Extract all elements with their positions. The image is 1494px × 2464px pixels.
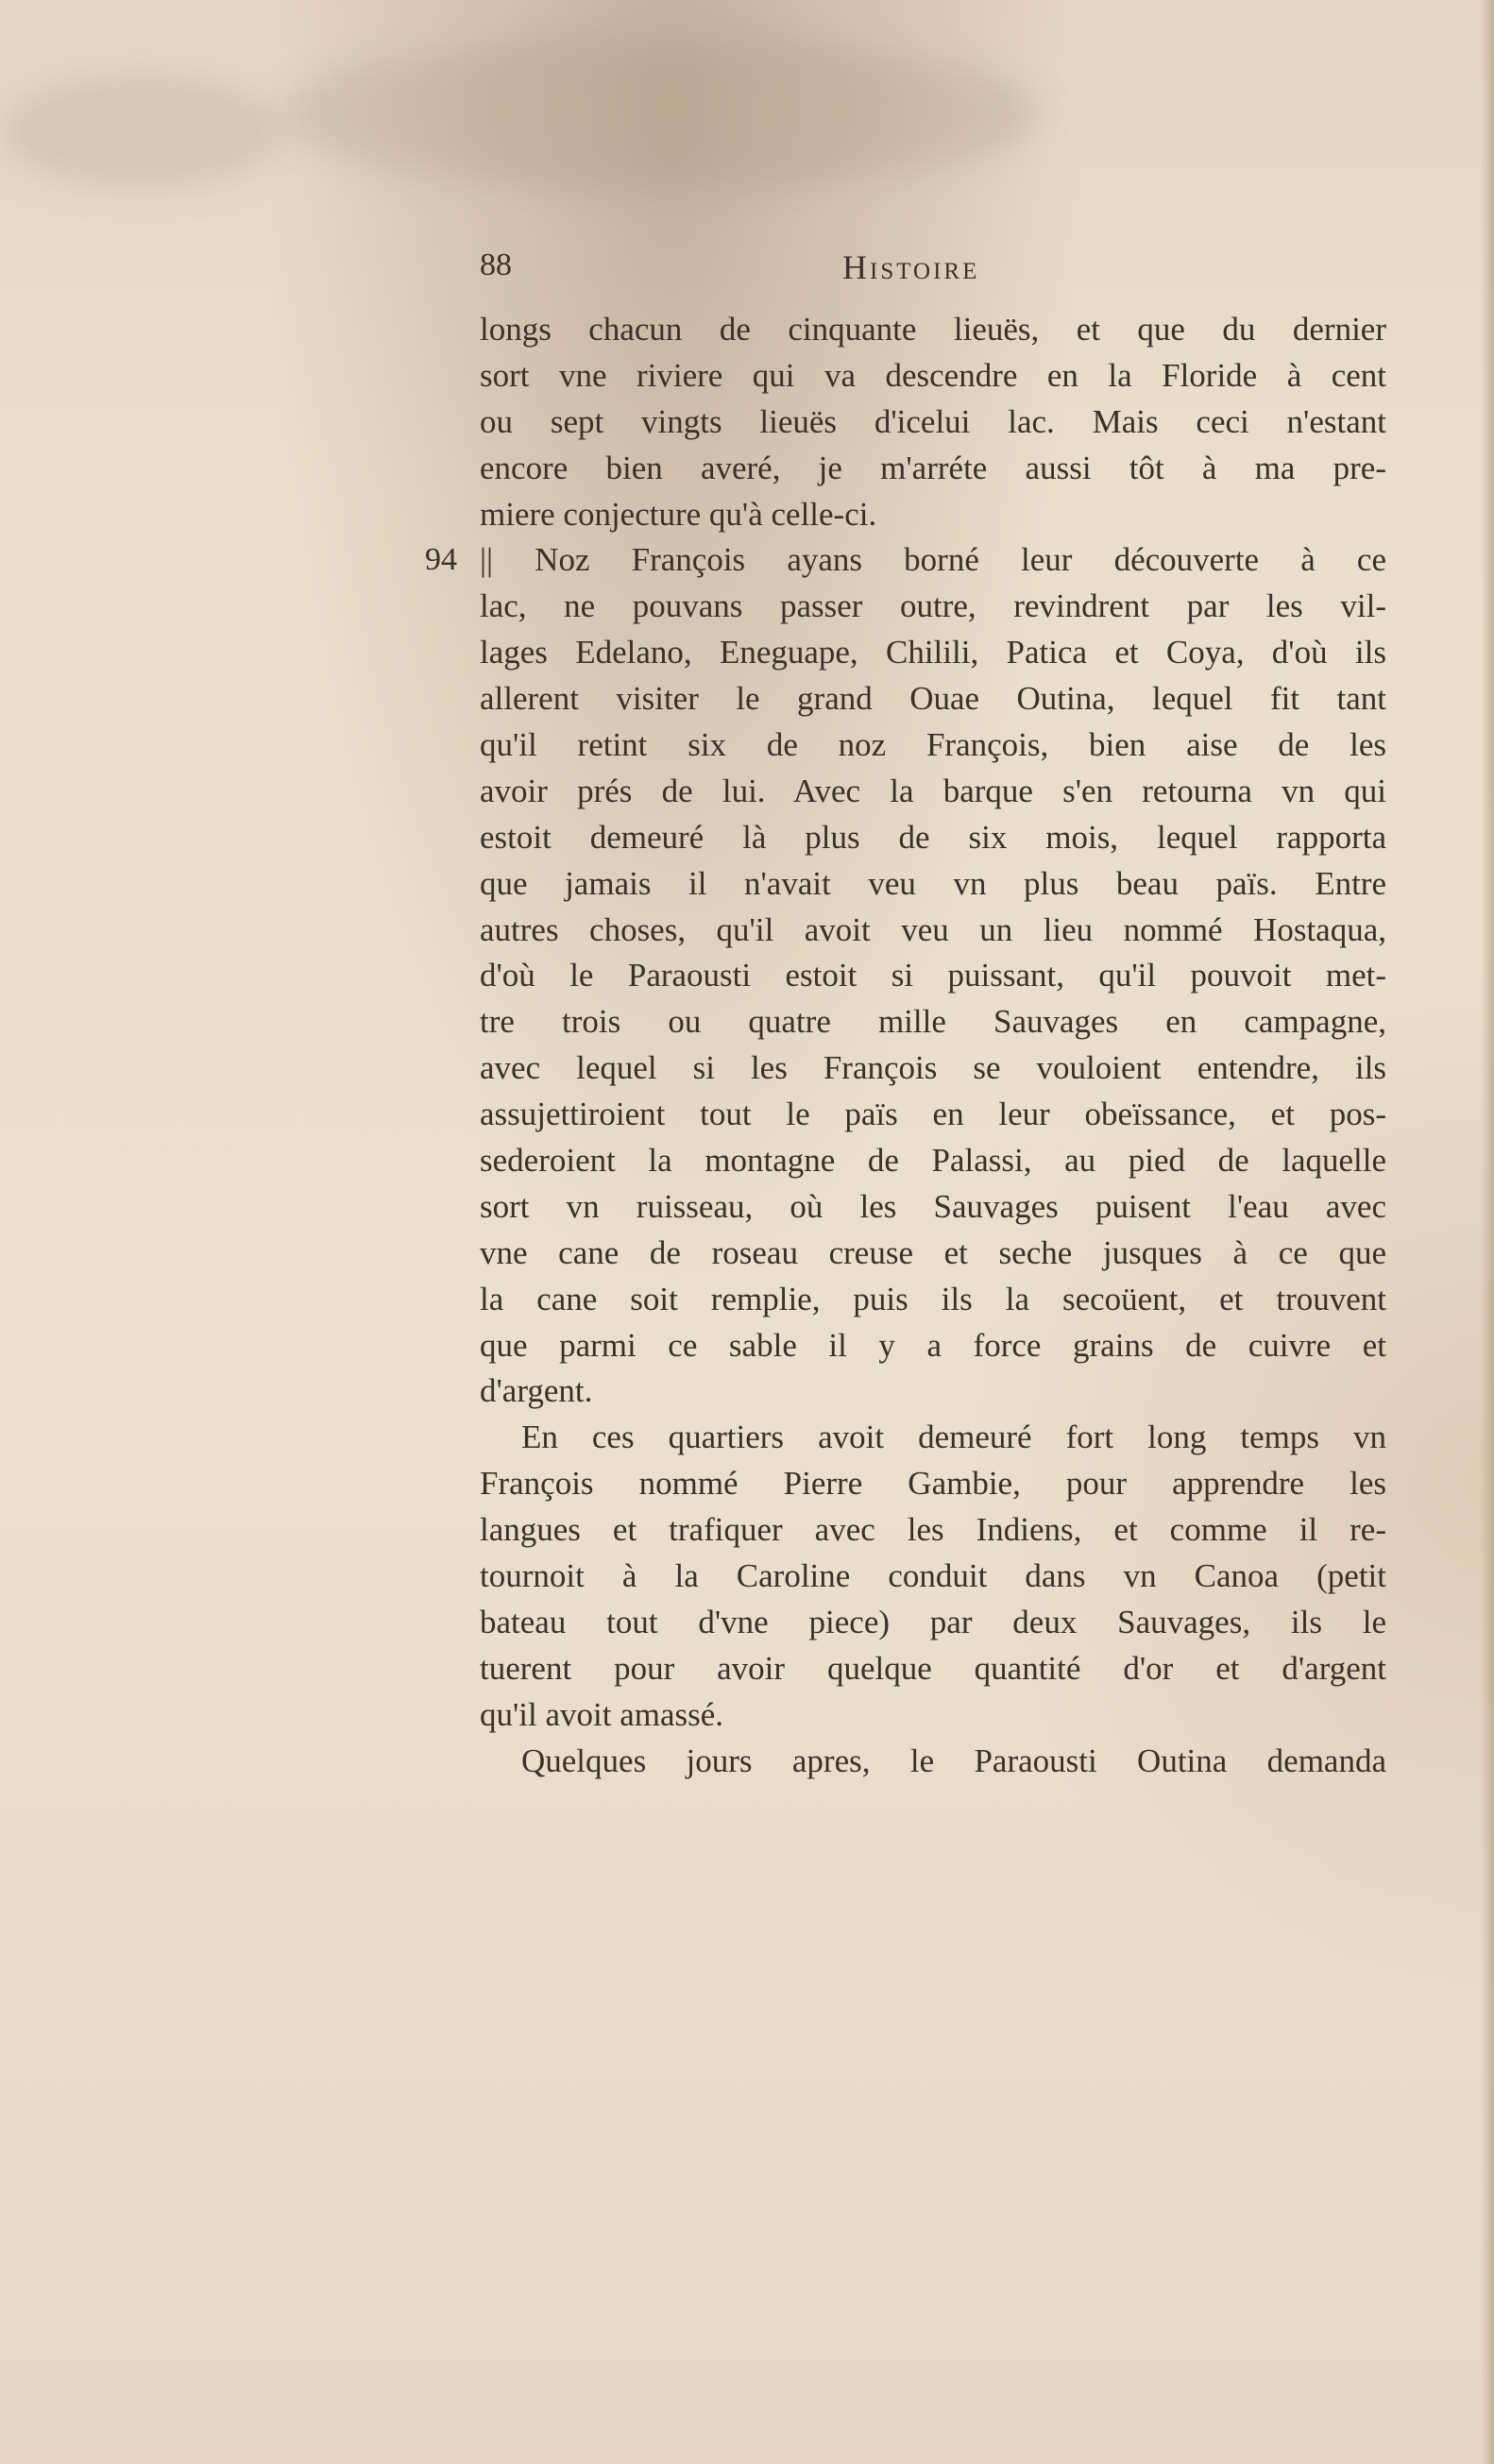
text-line: sort vn ruisseau, où les Sauvages puisent l'eau avec (480, 1187, 1386, 1225)
text-line: qu'il retint six de noz François, bien aise de les (480, 726, 1386, 764)
text-line: François nommé Pierre Gambie, pour apprendre les (480, 1465, 1386, 1503)
text-line: longs chacun de cinquante lieuës, et que du dernier (480, 311, 1386, 348)
text-line: vne cane de roseau creuse et seche jusques à ce que (480, 1233, 1386, 1271)
body-text (480, 307, 1386, 1785)
text-line: d'argent. (480, 1372, 593, 1410)
text-line: estoit demeuré là plus de six mois, lequel rapporta (480, 818, 1386, 856)
text-line: sederoient la montagne de Palassi, au pied de laquelle (480, 1142, 1386, 1180)
text-line: la cane soit remplie, puis ils la secoüent, et trouvent (480, 1280, 1386, 1317)
stain (283, 38, 1039, 189)
text-line: encore bien averé, je m'arréte aussi tôt à ma pre- (480, 449, 1386, 486)
text-line-italic-places: lages Edelano, Eneguape, Chilili, Patica et Coya, d'où ils (480, 634, 1386, 671)
text-line: En ces quartiers avoit demeuré fort long temps vn (521, 1419, 1386, 1456)
text-line: assujettiroient tout le païs en leur obeïssance, et pos- (480, 1096, 1386, 1133)
text-line: tournoit à la Caroline conduit dans vn Canoa (petit (480, 1557, 1386, 1595)
text-line: avoir prés de lui. Avec la barque s'en retourna vn qui (480, 772, 1386, 809)
text-line: qu'il avoit amassé. (480, 1695, 724, 1733)
text-line: que parmi ce sable il y a force grains de cuivre et (480, 1326, 1386, 1364)
text-line: Quelques jours apres, le Paraousti Outina demanda (521, 1742, 1386, 1779)
page-edge (1481, 0, 1494, 2464)
margin-note-number: 94 (425, 542, 457, 577)
stain (0, 76, 283, 189)
text-line: autres choses, qu'il avoit veu un lieu nommé Hostaqua, (480, 910, 1386, 948)
text-line: ou sept vingts lieuës d'icelui lac. Mais ceci n'estant (480, 402, 1386, 440)
text-line: sort vne riviere qui va descendre en la Floride à cent (480, 356, 1386, 394)
text-line: lac, ne pouvans passer outre, revindrent par les vil- (480, 587, 1386, 625)
page-header (480, 247, 1027, 295)
page-number: 88 (480, 247, 512, 282)
text-line: || Noz François ayans borné leur découverte à ce (480, 541, 1386, 579)
text-line: langues et trafiquer avec les Indiens, et comme il re- (480, 1511, 1386, 1549)
text-line: allerent visiter le grand Ouae Outina, lequel fit tant (480, 680, 1386, 718)
text-line: tre trois ou quatre mille Sauvages en campagne, (480, 1003, 1386, 1041)
running-title: Histoire (842, 248, 980, 286)
text-line: que jamais il n'avait veu vn plus beau païs. Entre (480, 864, 1386, 902)
text-line: tuerent pour avoir quelque quantité d'or et d'argent (480, 1649, 1386, 1687)
text-line: d'où le Paraousti estoit si puissant, qu'il pouvoit met- (480, 957, 1386, 994)
text-line: avec lequel si les François se vouloient entendre, ils (480, 1049, 1386, 1087)
text-line: miere conjecture qu'à celle-ci. (480, 495, 877, 533)
text-line: bateau tout d'vne piece) par deux Sauvages, ils le (480, 1603, 1386, 1640)
